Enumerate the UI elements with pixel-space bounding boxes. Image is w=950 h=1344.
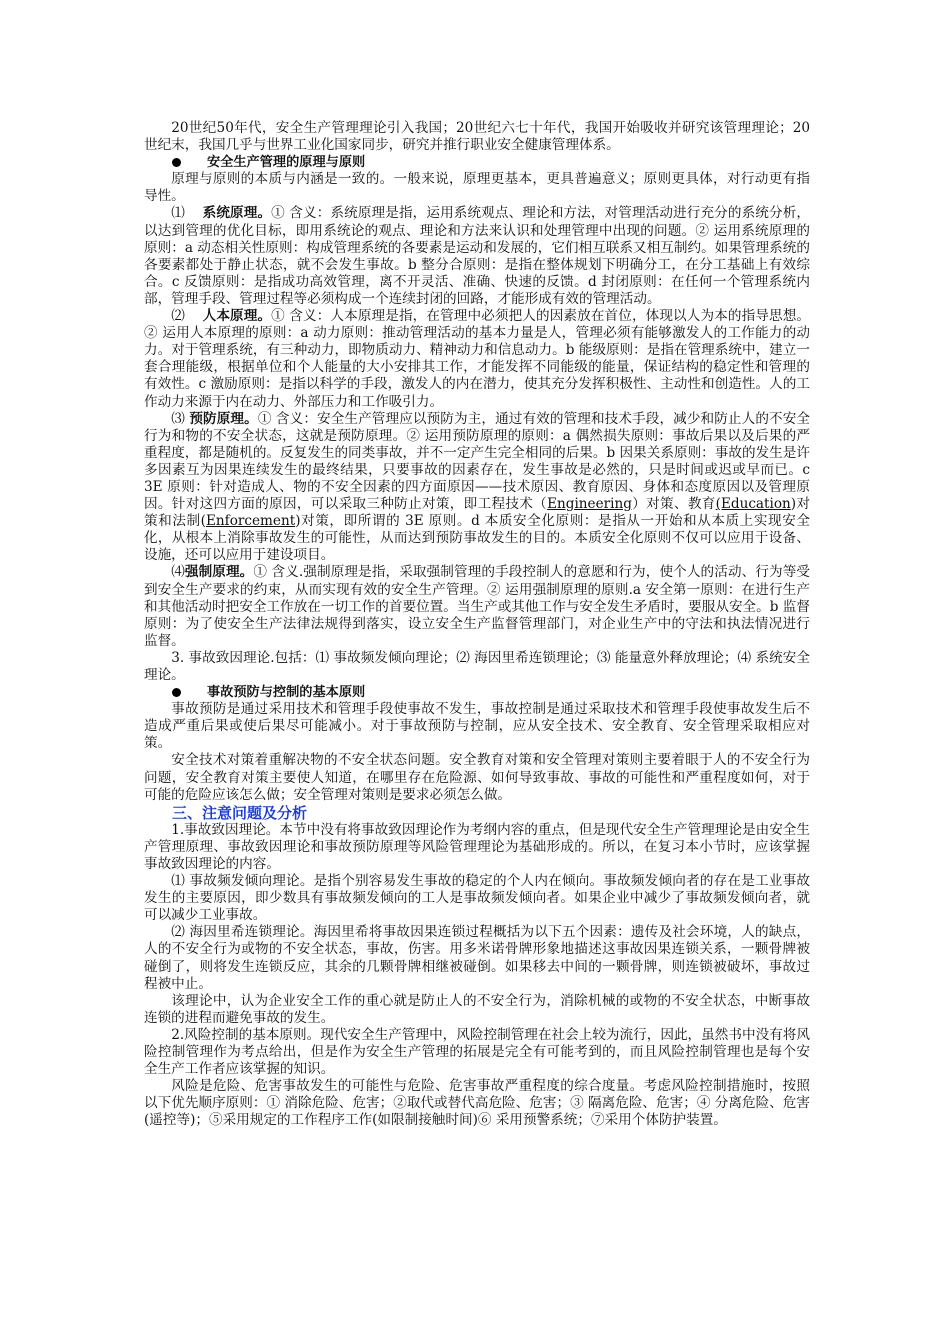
item-title: 系统原理。 bbox=[202, 205, 272, 222]
item-number: ⑷ bbox=[171, 564, 185, 581]
bullet-icon bbox=[172, 688, 181, 697]
item-body-end: )对策，即所谓的 3E 原则。d 本质安全化原则：是指从一开始和从本质上实现安全化，从根本上消除事故发生的可能性，从而达到预防事故发生的目的。本质安全化原则不仅可以应用于设备、设施，还可以应用于建设项目。 bbox=[144, 513, 810, 564]
item-title: 强制原理。 bbox=[184, 564, 254, 581]
section-coercion-principle bbox=[144, 564, 810, 649]
item-title: 预防原理。 bbox=[189, 410, 258, 427]
paragraph-accident-proneness: ⑴ 事故频发倾向理论。是指个别容易发生事故的稳定的个人内在倾向。事故频发倾向者的存在是工业事故发生的主要原因，即少数具有事故频发倾向的工人是事故频发倾向者。如果企业中减少了事故频发倾向者，就可以减少工业事故。 bbox=[144, 873, 810, 924]
paragraph-causation-theories: 3. 事故致因理论.包括：⑴ 事故频发倾向理论；⑵ 海因里希连锁理论；⑶ 能量意外释放理论；⑷ 系统安全理论。 bbox=[144, 649, 810, 683]
term-engineering: Engineering bbox=[547, 496, 632, 513]
section-human-principle bbox=[144, 308, 810, 411]
term-education: (Education bbox=[715, 496, 791, 513]
bullet-heading-prevention bbox=[144, 684, 810, 701]
section-system-principle bbox=[144, 205, 810, 308]
section-prevention-principle bbox=[144, 411, 810, 565]
item-number: ⑶ bbox=[171, 410, 185, 427]
paragraph-causation-note: 1.事故致因理论。本节中没有将事故致因理论作为考纲内容的重点，但是现代安全生产管理理论是由安全生产管理原理、事故致因理论和事故预防原理等风险管理理论为基础形成的。所以，在复习本小节时，应该掌握事故致因理论的内容。 bbox=[144, 821, 810, 872]
paragraph-risk-control: 2.风险控制的基本原则。现代安全生产管理中，风险控制管理在社会上较为流行，因此，虽然书中没有将风险控制管理作为考点给出，但是作为安全生产管理的拓展是完全有可能考到的，而且风险控制管理也是每个安全生产工作者应该掌握的知识。 bbox=[144, 1026, 810, 1078]
item-body-mid: )对策和法制( bbox=[144, 496, 810, 530]
paragraph-heinrich-focus: 该理论中，认为企业安全工作的重心就是防止人的不安全行为，消除机械的或物的不安全状态，中断事故连锁的进程而避免事故的发生。 bbox=[144, 992, 810, 1026]
item-number: ⑵ bbox=[171, 308, 185, 325]
item-body: ① 含义：安全生产管理应以预防为主，通过有效的管理和技术手段，减少和防止人的不安全行为和物的不安全状态，这就是预防原理。② 运用预防原理的原则：a 偶然损失原则：事故后果以及后果的严重程度，都是随机的。反复发生的同类事故，并不一定产生完全相同的后果。b 因果关系原则：事故的发生是许多因素互为因果连续发生的最终结果，只要事故的因素存在，发生事故是必然的，只是时间或迟或早而已。c 3E 原则：针对造成人、物的不安全因素的四方面原因——技术原因、教育原因、身体和态度原因以及管理原因。针对这四方面的原因，可以采取三种防止对策，即工程技术（ bbox=[144, 410, 811, 513]
term-enforcement: Enforcement bbox=[205, 513, 296, 530]
paragraph-risk-priority: 风险是危险、危害事故发生的可能性与危险、危害事故严重程度的综合度量。考虑风险控制措施时，按照以下优先顺序原则：① 消除危险、危害；②取代或替代高危险、危害；③ 隔离危险、危害；④ 分离危险、危害(遥控等)；⑤采用规定的工作程序工作(如限制接触时间)⑥ 采用预警系统；⑦采用个体防护装置。 bbox=[144, 1078, 810, 1129]
paragraph-prevention-control: 事故预防是通过采用技术和管理手段使事故不发生，事故控制是通过采取技术和管理手段使事故发生后不造成严重后果或使后果尽可能减小。对于事故预防与控制，应从安全技术、安全教育、安全管理采取相应对策。 bbox=[144, 701, 810, 752]
item-title: 人本原理。 bbox=[202, 308, 272, 325]
bullet-heading-principles bbox=[144, 154, 810, 171]
paragraph-principle-vs-rule: 原理与原则的本质与内涵是一致的。一般来说，原理更基本，更具普遍意义；原则更具体，对行动更有指导性。 bbox=[144, 171, 810, 205]
paragraph-history: 20世纪50年代，安全生产管理理论引入我国；20世纪六七十年代，我国开始吸收并研究该管理理论；20世纪末，我国几乎与世界工业化国家同步，研究并推行职业安全健康管理体系。 bbox=[144, 120, 810, 154]
item-number: ⑴ bbox=[171, 205, 185, 222]
item-body: ① 含义.强制原理是指，采取强制管理的手段控制人的意愿和行为，使个人的活动、行为等受到安全生产要求的约束，从而实现有效的安全生产管理。② 运用强制原理的原则.a 安全第一原则：在进行生产和其他活动时把安全工作放在一切工作的首要位置。当生产或其他工作与安全发生矛盾时，要服从安全。b 监督原则：为了使安全生产法律法规得到落实，设立安全生产监督管理部门，对企业生产中的守法和执法情况进行监督。 bbox=[144, 564, 811, 649]
bullet-heading-text: 事故预防与控制的基本原则 bbox=[207, 685, 366, 701]
paragraph-safety-measures: 安全技术对策着重解决物的不安全状态问题。安全教育对策和安全管理对策则主要着眼于人的不安全行为问题，安全教育对策主要使人知道，在哪里存在危险源、如何导致事故、事故的可能性和严重程度如何，对于可能的危险应该怎么做；安全管理对策则是要求必须怎么做。 bbox=[144, 752, 810, 803]
item-body: ① 含义：人本原理是指，在管理中必须把人的因素放在首位，体现以人为本的指导思想。② 运用人本原理的原则：a 动力原则：推动管理活动的基本力量是人，管理必须有能够激发人的工作能力的动力。对于管理系统，有三种动力，即物质动力、精神动力和信息动力。b 能级原则：是指在管理系统中，建立一套合理能级，根据单位和个人能量的大小安排其工作，才能发挥不同能级的能量，保证结构的稳定性和管理的有效性。c 激励原则：是指以科学的手段，激发人的内在潜力，使其充分发挥积极性、主动性和创造性。人的工作动力来源于内在动力、外部压力和工作吸引力。 bbox=[144, 308, 810, 410]
bullet-heading-text: 安全生产管理的原理与原则 bbox=[207, 155, 366, 171]
item-body: ① 含义：系统原理是指，运用系统观点、理论和方法，对管理活动进行充分的系统分析，以达到管理的优化目标，即用系统论的观点、理论和方法来认识和处理管理中出现的问题。② 运用系统原理的原则：a 动态相关性原则：构成管理系统的各要素是运动和发展的，它们相互联系又相互制约。如果管理系统的各要素都处于静止状态，就不会发生事故。b 整分合原则：是指在整体规划下明确分工，在分工基础上有效综合。c 反馈原则：是指成功高效管理，离不开灵活、准确、快速的反馈。d 封闭原则：在任何一个管理系统内部，管理手段、管理过程等必须构成一个连续封闭的回路，才能形成有效的管理活动。 bbox=[144, 205, 810, 307]
bullet-icon bbox=[172, 158, 181, 167]
paragraph-heinrich: ⑵ 海因里希连锁理论。海因里希将事故因果连锁过程概括为以下五个因素：遗传及社会环境，人的缺点，人的不安全行为或物的不安全状态，事故，伤害。用多米诺骨牌形象地描述这事故因果连锁关系，一颗骨牌被碰倒了，则将发生连锁反应，其余的几颗骨牌相继被碰倒。如果移去中间的一颗骨牌，则连锁被破坏，事故过程被中止。 bbox=[144, 924, 810, 992]
section-heading-notes: 三、注意问题及分析 bbox=[172, 803, 308, 822]
item-body-mid: ）对策、教育 bbox=[631, 496, 716, 513]
document-page bbox=[144, 120, 810, 1129]
